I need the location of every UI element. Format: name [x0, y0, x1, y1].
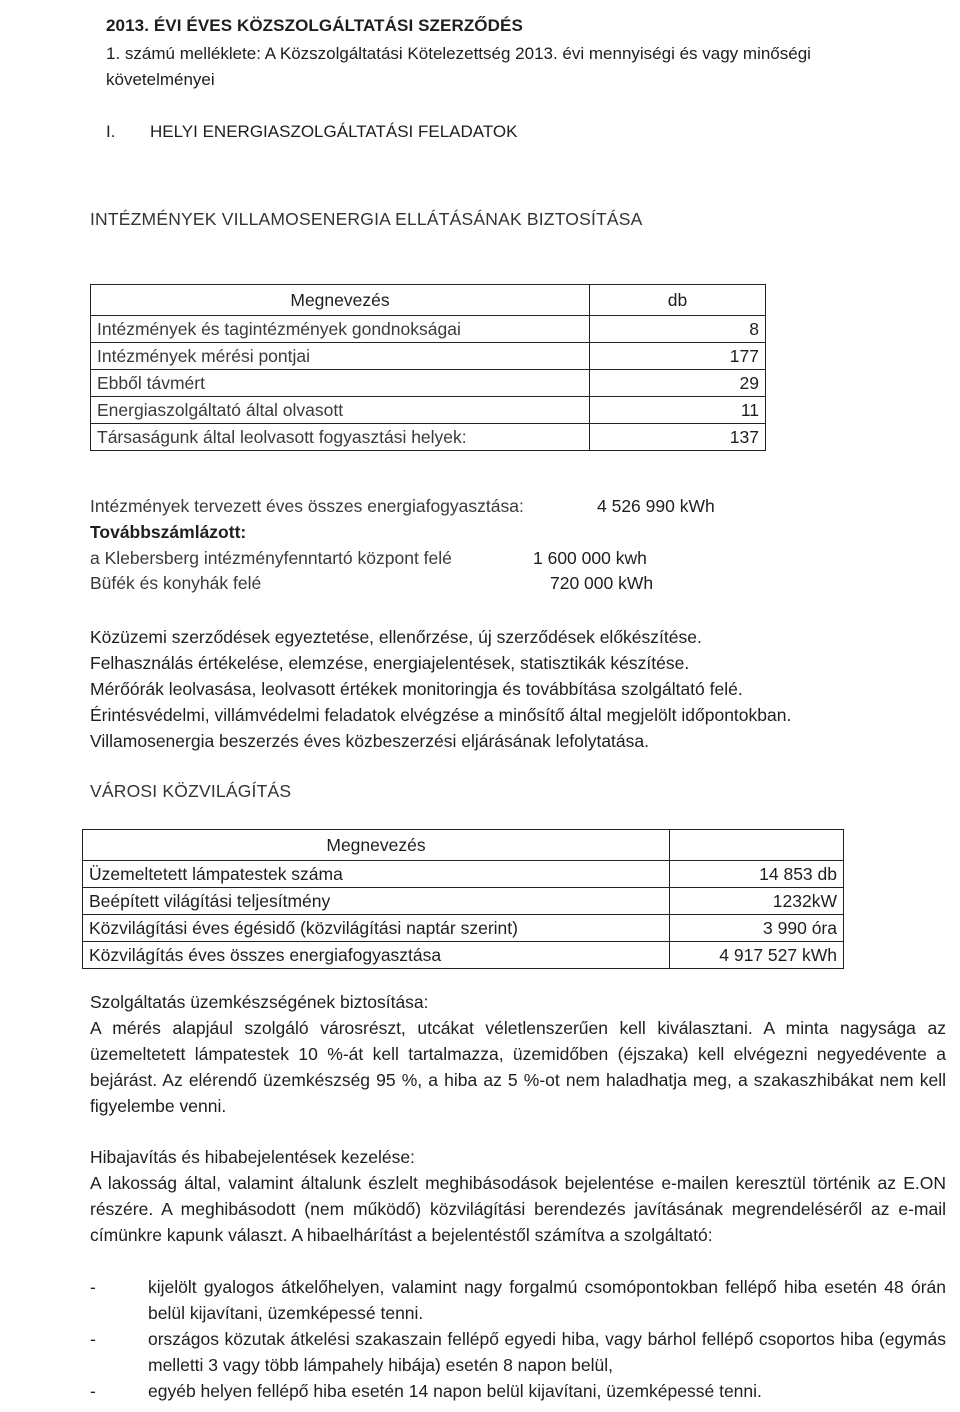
document-title: 2013. ÉVI ÉVES KÖZSZOLGÁLTATÁSI SZERZŐDÉS: [106, 16, 523, 35]
bufe-label: Büfék és konyhák felé: [90, 573, 262, 593]
klebersberg-value: 1 600 000 kwh: [533, 548, 647, 568]
section-title: HELYI ENERGIASZOLGÁLTATÁSI FELADATOK: [150, 122, 518, 141]
public-lighting-table: [82, 829, 844, 969]
column-header-empty: [670, 830, 844, 861]
bullet-dash: -: [90, 1329, 96, 1349]
row-value: 11: [590, 397, 766, 424]
institutions-table: [90, 284, 766, 451]
row-label: Beépített világítási teljesítmény: [83, 888, 670, 915]
planned-consumption-label: Intézmények tervezett éves összes energiafogyasztása:: [90, 496, 524, 516]
row-value: 14 853 db: [670, 861, 844, 888]
row-label: Üzemeltetett lámpatestek száma: [83, 861, 670, 888]
table-row: [91, 316, 766, 343]
repair-bullet: kijelölt gyalogos átkelőhelyen, valamint nagy forgalmú csomópontokban fellépő hiba esetén 48 órán belül kijavítani, üzemképessé tenni.: [148, 1277, 946, 1323]
row-label: Intézmények mérési pontjai: [91, 343, 590, 370]
section-number: I.: [106, 122, 116, 141]
table-row: [83, 888, 844, 915]
row-value: 137: [590, 424, 766, 451]
repair-paragraph: A lakosság által, valamint általunk észlelt meghibásodások bejelentése e-mailen keresztül történik az E.ON részére. A meghibásodott (nem működő) közvilágítási berendezés javításának megrendeléséről az e-mail címünkre kapunk választ. A hibaelhárítást a bejelentéstől számítva a szolgáltató:: [90, 1173, 946, 1245]
table-header-row: [91, 285, 766, 316]
table-row: [83, 915, 844, 942]
column-header-db: db: [590, 285, 766, 316]
row-label: Energiaszolgáltató által olvasott: [91, 397, 590, 424]
table-row: [91, 424, 766, 451]
readiness-paragraph: A mérés alapjául szolgáló városrészt, utcákat véletlenszerűen kell kiválasztani. A minta nagysága az üzemeltetett lámpatestek 10 %-át kell tartalmazza, üzemidőben (éjszaka) kell elvégezni negyedévente a bejárást. Az elérendő üzemkészség 95 %, a hiba az 5 %-ot nem haladhatja meg, a szakaszhibákat nem kell figyelembe venni.: [90, 1018, 946, 1116]
row-value: 4 917 527 kWh: [670, 942, 844, 969]
column-header-name: Megnevezés: [91, 285, 590, 316]
row-label: Közvilágítás éves összes energiafogyasztása: [83, 942, 670, 969]
repair-bullet: országos közutak átkelési szakaszain fellépő egyedi hiba, vagy bárhol fellépő csoportos hiba (egymás melletti 3 vagy több lámpahely hibája) esetén 8 napon belül,: [148, 1329, 946, 1375]
repair-heading: Hibajavítás és hibabejelentések kezelése:: [90, 1147, 415, 1167]
task-item: Közüzemi szerződések egyeztetése, ellenőrzése, új szerződések előkészítése.: [90, 627, 702, 647]
klebersberg-label: a Klebersberg intézményfenntartó központ felé: [90, 548, 452, 568]
row-value: 3 990 óra: [670, 915, 844, 942]
table-row: [83, 942, 844, 969]
row-label: Ebből távmért: [91, 370, 590, 397]
row-value: 1232kW: [670, 888, 844, 915]
annex-title: 1. számú melléklete: A Közszolgáltatási Kötelezettség 2013. évi mennyiségi és vagy minőségi: [106, 44, 811, 63]
table-header-row: [83, 830, 844, 861]
repair-bullet: egyéb helyen fellépő hiba esetén 14 napon belül kijavítani, üzemképessé tenni.: [148, 1381, 762, 1401]
column-header-name: Megnevezés: [83, 830, 670, 861]
row-label: Társaságunk által leolvasott fogyasztási helyek:: [91, 424, 590, 451]
task-item: Felhasználás értékelése, elemzése, energiajelentések, statisztikák készítése.: [90, 653, 690, 673]
row-value: 177: [590, 343, 766, 370]
row-label: Közvilágítási éves égésidő (közvilágítási naptár szerint): [83, 915, 670, 942]
subsection-title-public-lighting: VÁROSI KÖZVILÁGÍTÁS: [90, 781, 292, 801]
task-item: Villamosenergia beszerzés éves közbeszerzési eljárásának lefolytatása.: [90, 731, 649, 751]
annex-title-continuation: követelményei: [106, 70, 215, 89]
row-label: Intézmények és tagintézmények gondnokságai: [91, 316, 590, 343]
table-row: [91, 370, 766, 397]
bullet-dash: -: [90, 1381, 96, 1401]
subsection-title-institutions: INTÉZMÉNYEK VILLAMOSENERGIA ELLÁTÁSÁNAK BIZTOSÍTÁSA: [90, 209, 643, 229]
rebilled-label: Továbbszámlázott:: [90, 522, 247, 542]
table-row: [91, 343, 766, 370]
bullet-dash: -: [90, 1277, 96, 1297]
bufe-value: 720 000 kWh: [550, 573, 654, 593]
table-row: [91, 397, 766, 424]
readiness-heading: Szolgáltatás üzemkészségének biztosítása:: [90, 992, 429, 1012]
row-value: 29: [590, 370, 766, 397]
row-value: 8: [590, 316, 766, 343]
planned-consumption-value: 4 526 990 kWh: [597, 496, 715, 516]
table-row: [83, 861, 844, 888]
task-item: Mérőórák leolvasása, leolvasott értékek monitoringja és továbbítása szolgáltató felé.: [90, 679, 743, 699]
task-item: Érintésvédelmi, villámvédelmi feladatok elvégzése a minősítő által megjelölt időpontokban.: [90, 705, 792, 725]
